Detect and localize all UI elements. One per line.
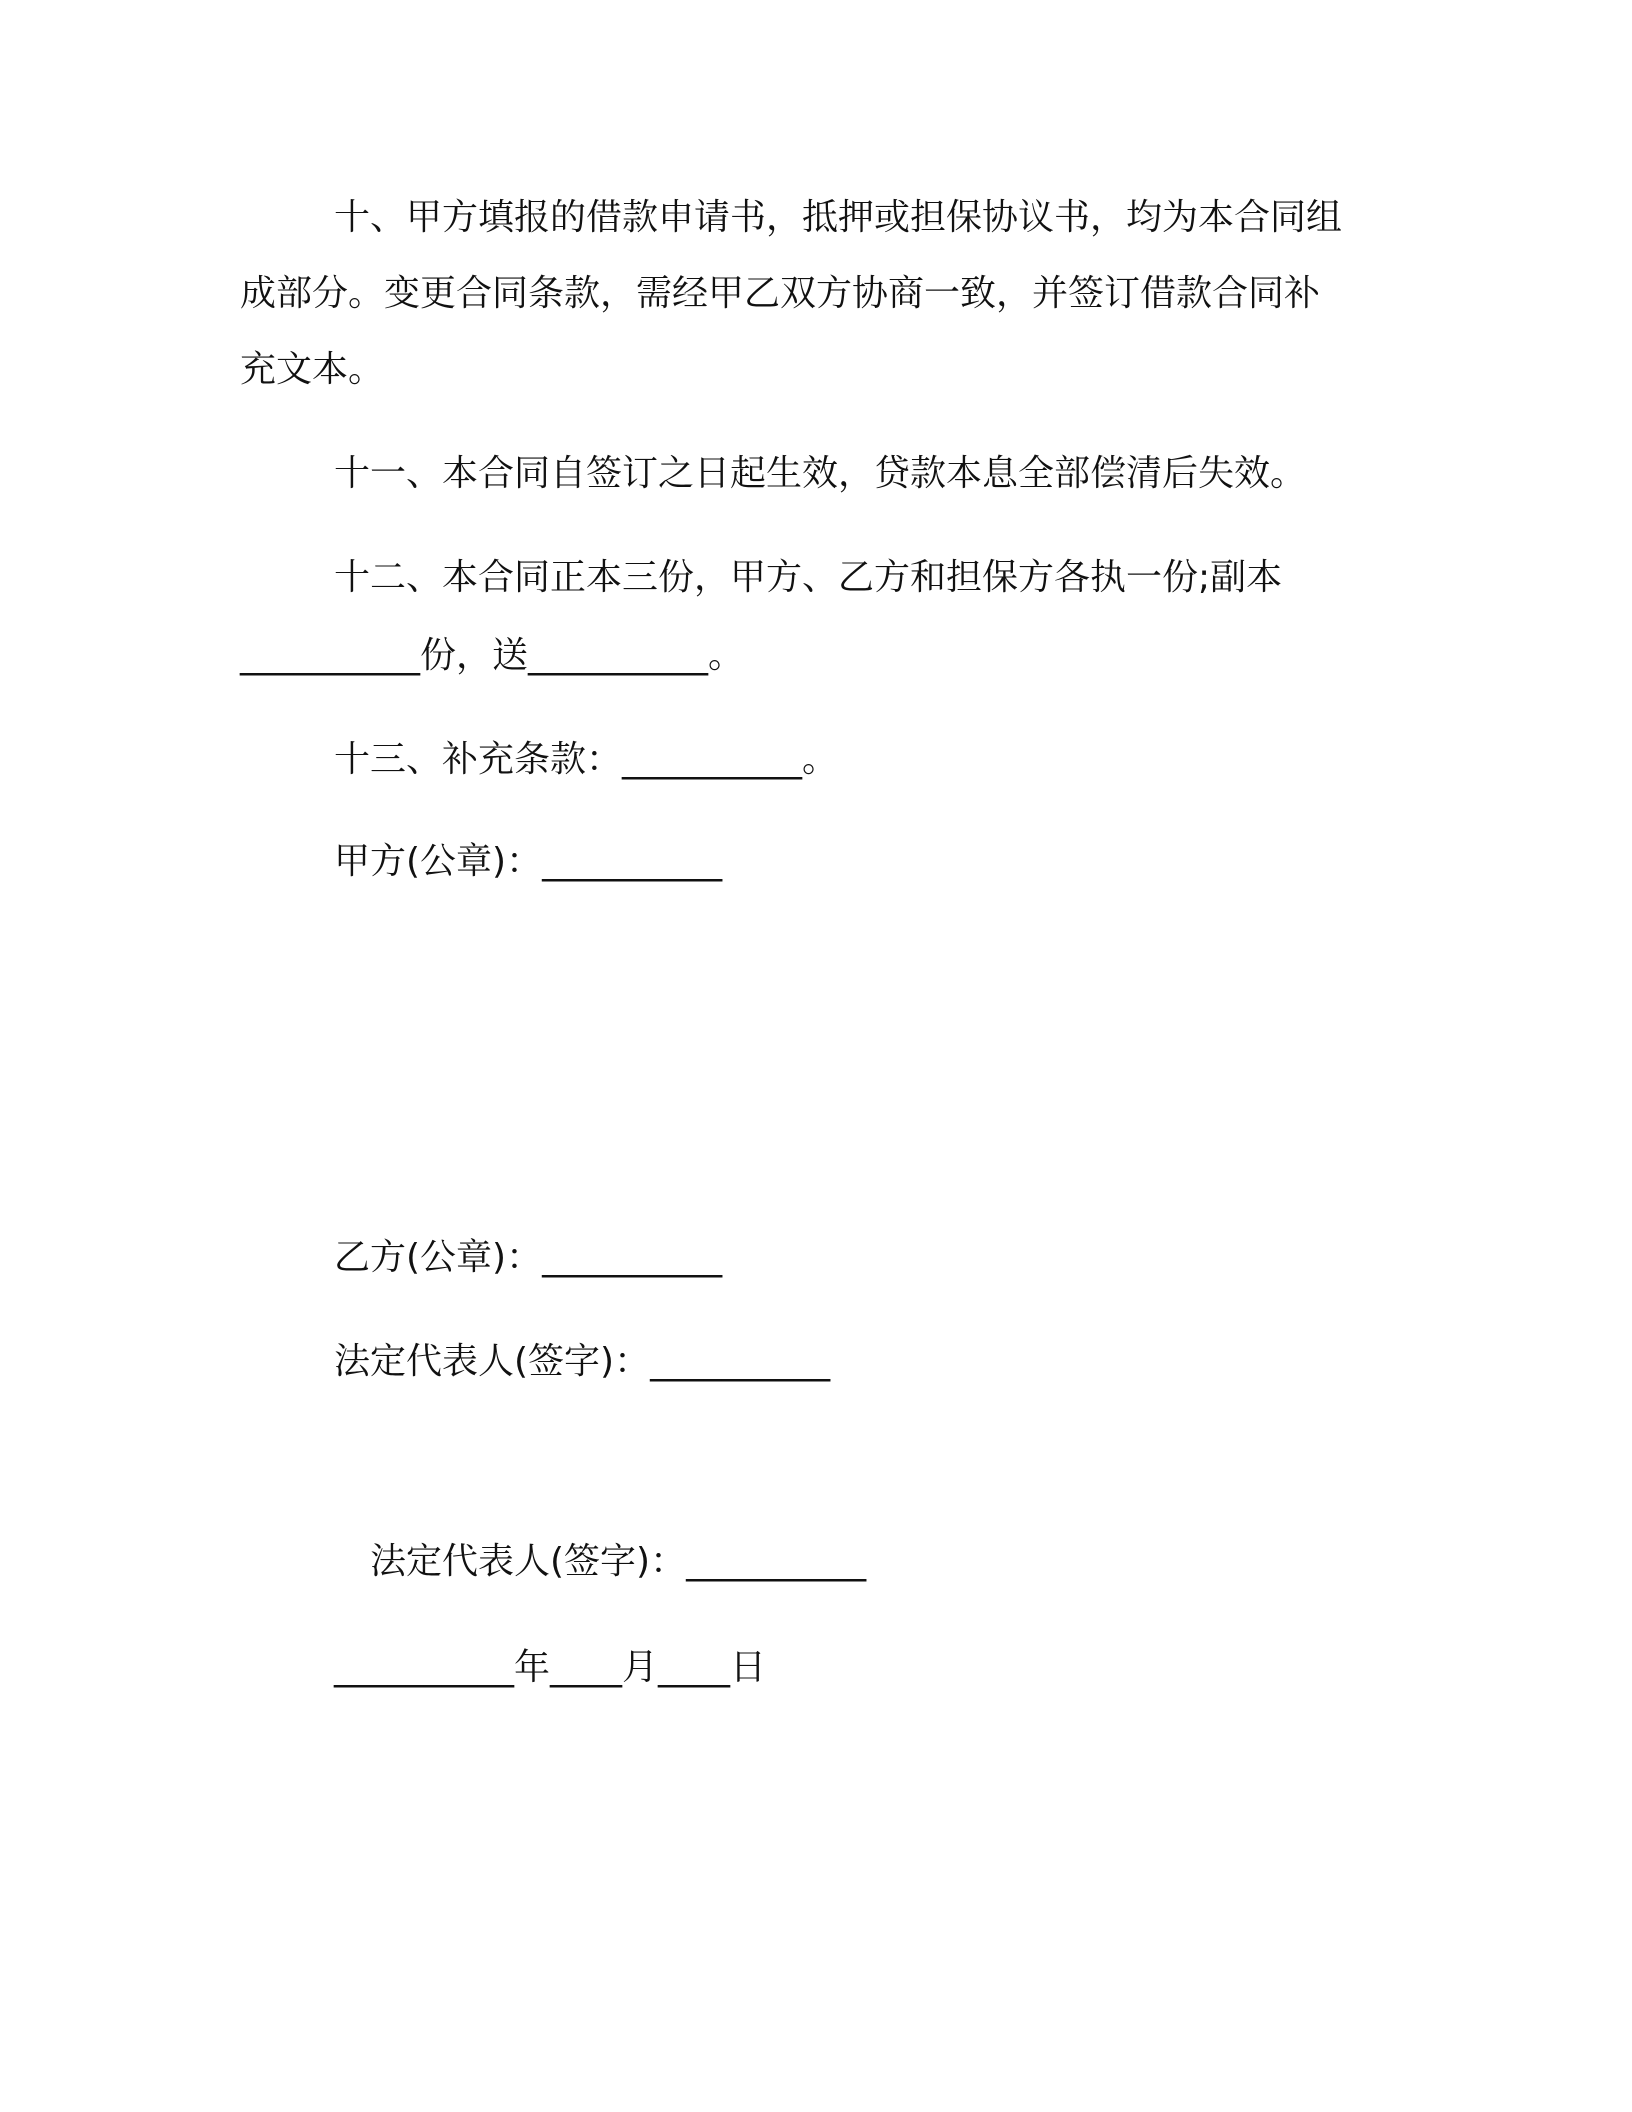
party-a-seal-line: 甲方(公章)：__________ [334,841,723,882]
party-b-seal-line: 乙方(公章)：__________ [334,1237,723,1278]
clause-12-line-2: __________份，送__________。 [240,635,745,676]
date-line: __________年____月____日 [334,1647,766,1688]
clause-11: 十一、本合同自签订之日起生效，贷款本息全部偿清后失效。 [334,453,1307,494]
clause-13: 十三、补充条款：__________。 [334,739,839,780]
clause-10-line-1: 十、甲方填报的借款申请书，抵押或担保协议书，均为本合同组 [334,197,1343,238]
legal-rep-signature-line-2: 法定代表人(签字)：__________ [370,1541,867,1582]
clause-12-line-1: 十二、本合同正本三份，甲方、乙方和担保方各执一份;副本 [334,557,1283,598]
clause-10-line-2: 成部分。变更合同条款，需经甲乙双方协商一致，并签订借款合同补 [240,273,1321,314]
clause-10-line-3: 充文本。 [240,349,385,390]
legal-rep-signature-line-1: 法定代表人(签字)：__________ [334,1341,831,1382]
